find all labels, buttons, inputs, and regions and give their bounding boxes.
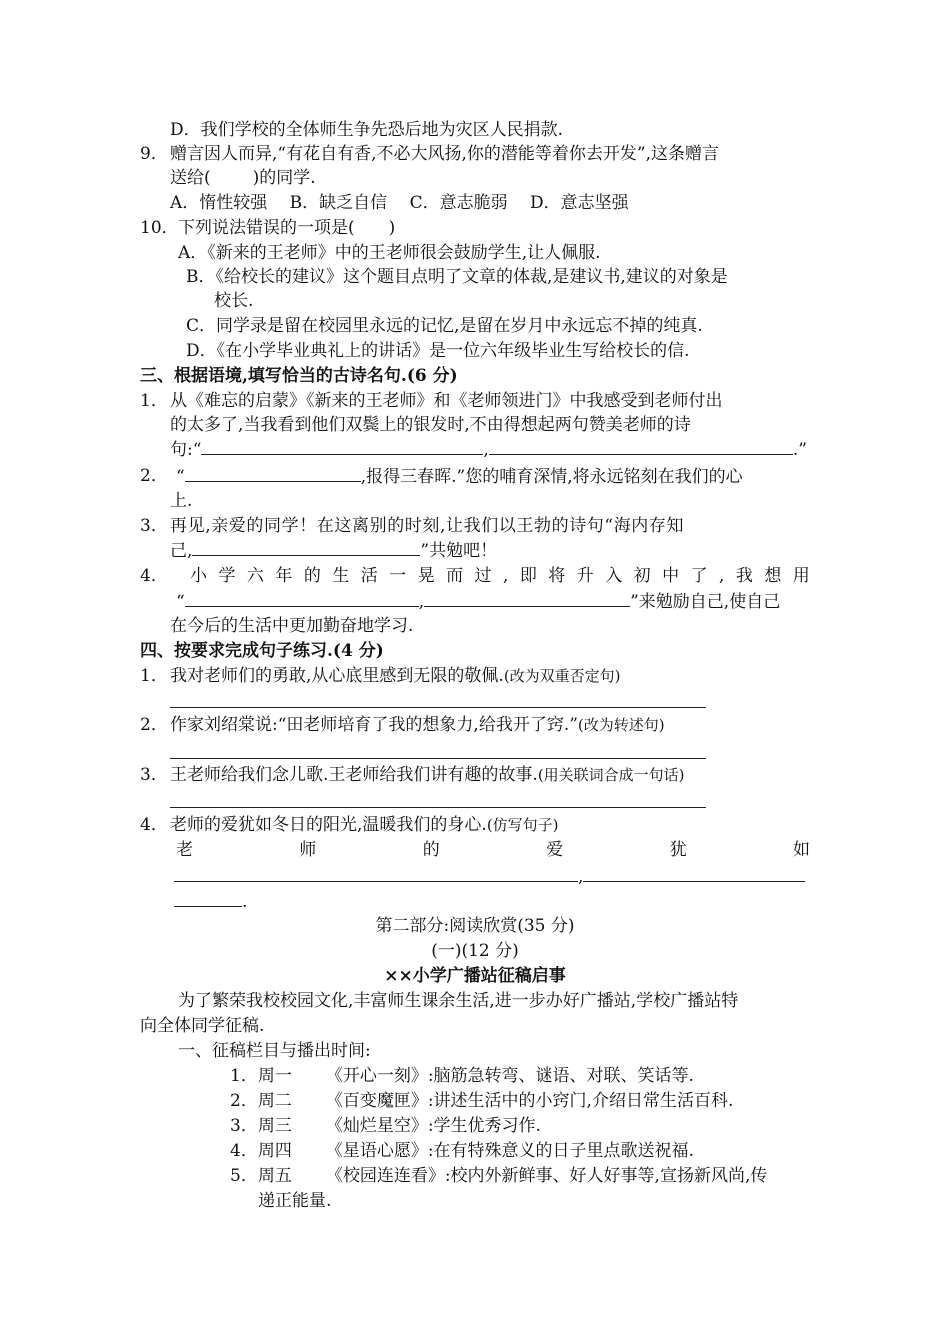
column-item-number: 1． (230, 1066, 258, 1086)
s3-q1-line1: 从《难忘的启蒙》《新来的王老师》和《老师领进门》中我感受到老师付出 (170, 391, 723, 411)
s4-q4-answer-line2: . (174, 889, 247, 913)
q9-stem-line1: 赠言因人而异,“有花自有香,不必大风扬,你的潜能等着你去开发”,这条赠言 (170, 144, 719, 164)
s3-q4-line1-char: 想 (764, 566, 782, 586)
s3-q1-line2: 的太多了,当我看到他们双鬓上的银发时,不由得想起两句赞美老师的诗 (170, 415, 691, 435)
notice-section1: 一、征稿栏目与播出时间: (178, 1041, 371, 1061)
s4-q4-word-char: 老 (176, 840, 193, 860)
q9-number: 9． (140, 144, 168, 164)
s3-q1-number: 1． (140, 391, 168, 411)
q10-option-c: C．同学录是留在校园里永远的记忆,是留在岁月中永远忘不掉的纯真. (186, 316, 703, 336)
s3-q4-line1-char: 了 (690, 566, 708, 586)
column-item-number: 2． (230, 1091, 258, 1111)
s3-q4-blank2[interactable] (424, 589, 630, 607)
section3-title: 三、根据语境,填写恰当的古诗名句.(6 分) (140, 366, 458, 386)
s3-q3-number: 3． (140, 516, 168, 536)
q10-number: 10． (140, 218, 179, 238)
s4-q4-number: 4． (140, 815, 168, 835)
s3-q4-line1-char: , (502, 566, 509, 586)
notice-para1-line1: 为了繁荣我校校园文化,丰富师生课余生活,进一步办好广播站,学校广播站特 (178, 991, 739, 1011)
s3-q2-blank[interactable] (185, 464, 361, 482)
s3-q4-line1-char: 将 (548, 566, 566, 586)
s3-q4-line3: 在今后的生活中更加勤奋地学习. (170, 616, 414, 636)
q10-option-a: A．《新来的王老师》中的王老师很会鼓励学生,让人佩服. (178, 243, 601, 263)
s4-q4-text: 老师的爱犹如冬日的阳光,温暖我们的身心.(仿写句子) (170, 815, 559, 835)
section4-title: 四、按要求完成句子练习.(4 分) (140, 641, 384, 661)
s3-q3-line1: 再见,亲爱的同学！在这离别的时刻,让我们以王勃的诗句“海内存知 (170, 516, 685, 536)
s3-q4-line1-char: 小 (190, 566, 207, 586)
column-item (230, 1164, 767, 1188)
s4-q2-number: 2． (140, 715, 168, 735)
s4-q4-prompt-words (176, 838, 810, 862)
s3-q4-line1-char: 我 (735, 566, 753, 586)
s4-q4-word-char: 爱 (546, 840, 564, 860)
s3-q2-number: 2． (140, 466, 168, 486)
s3-q4-blank1[interactable] (185, 589, 419, 607)
q10-option-b-line2: 校长. (214, 291, 254, 311)
s3-q4-line1-char: , (719, 566, 725, 586)
column-item-day: 周三 (257, 1116, 292, 1136)
notice-heading: ××小学广播站征稿启事 (384, 966, 566, 986)
s4-q1-text: 我对老师们的勇敢,从心底里感到无限的敬佩.(改为双重否定句) (170, 666, 621, 686)
s4-q3-number: 3． (140, 765, 168, 785)
s3-q3-line2: 己, ”共勉吧！ (170, 538, 497, 562)
s3-q2-line1: “ ,报得三春晖.”您的哺育深情,将永远铭刻在我们的心 (176, 464, 743, 488)
column-item-day: 周二 (257, 1091, 292, 1111)
s4-q4-word-char: 的 (422, 840, 440, 860)
column-item (230, 1139, 694, 1163)
s3-q3-blank[interactable] (192, 538, 420, 556)
s3-q1-blank2[interactable] (489, 437, 793, 455)
s4-q1-answer-line[interactable] (170, 707, 706, 708)
s3-q4-line1-char: 六 (246, 566, 264, 586)
s3-q4-line1-char: 的 (303, 566, 321, 586)
column-item-text: 《百变魔匣》:讲述生活中的小窍门,介绍日常生活百科. (325, 1091, 734, 1111)
s4-q2-answer-line[interactable] (170, 758, 706, 759)
q8-option-d: D．我们学校的全体师生争先恐后地为灾区人民捐款. (170, 120, 564, 140)
s4-q4-word-char: 如 (792, 840, 810, 860)
column-item (230, 1114, 541, 1138)
column-item-number: 3． (230, 1116, 258, 1136)
column-item5-line2: 递正能量. (258, 1191, 332, 1211)
s3-q4-line1-char: 初 (633, 566, 651, 586)
s4-q4-blank3[interactable] (174, 889, 242, 907)
s4-q3-answer-line[interactable] (170, 807, 706, 808)
q10-option-b-line1: B．《给校长的建议》这个题目点明了文章的体裁,是建议书,建议的对象是 (186, 267, 728, 287)
s3-q1-blank1[interactable] (201, 437, 483, 455)
s3-q4-line1-char: 学 (218, 566, 236, 586)
s3-q4-line1-char: 过 (474, 566, 492, 586)
s4-q3-text: 王老师给我们念儿歌.王老师给我们讲有趣的故事.(用关联词合成一句话) (170, 765, 685, 785)
s3-q4-line1-char: 升 (576, 566, 594, 586)
s3-q2-line2: 上. (170, 491, 193, 511)
column-item-text: 《星语心愿》:在有特殊意义的日子里点歌送祝福. (325, 1141, 694, 1161)
s4-q1-number: 1． (140, 666, 168, 686)
q9-options: A．惰性较强 B．缺乏自信 C．意志脆弱 D．意志坚强 (170, 193, 629, 213)
s3-q4-line1-char: 活 (360, 566, 378, 586)
s3-q4-line1-char: 即 (519, 566, 537, 586)
column-item-number: 4． (230, 1141, 258, 1161)
s4-q2-text: 作家刘绍棠说:“田老师培育了我的想象力,给我开了窍.”(改为转述句) (170, 715, 665, 735)
s3-q4-line1 (190, 564, 810, 588)
s4-q4-word-char: 犹 (669, 840, 687, 860)
s3-q4-line1-char: 生 (332, 566, 350, 586)
q10-option-d: D．《在小学毕业典礼上的讲话》是一位六年级毕业生写给校长的信. (186, 341, 690, 361)
column-item (230, 1064, 694, 1088)
part2-title: 第二部分:阅读欣赏(35 分) (375, 916, 575, 936)
s3-q4-line1-char: 一 (389, 566, 407, 586)
column-item-day: 周四 (257, 1141, 292, 1161)
s3-q1-line3: 句:“ , .” (170, 437, 807, 461)
column-item-text: 《灿烂星空》:学生优秀习作. (325, 1116, 541, 1136)
column-item-text: 《校园连连看》:校内外新鲜事、好人好事等,宣扬新风尚,传 (325, 1166, 768, 1186)
s4-q4-word-char: 师 (299, 840, 317, 860)
s4-q4-answer-line1: , (174, 864, 805, 888)
column-item-text: 《开心一刻》:脑筋急转弯、谜语、对联、笑话等. (325, 1066, 694, 1086)
q10-stem: 下列说法错误的一项是( ) (178, 218, 396, 238)
s3-q4-line2: “ , ”来勉励自己,使自己 (176, 589, 780, 613)
s3-q4-line1-char: 而 (446, 566, 464, 586)
q9-stem-line2: 送给( )的同学. (170, 168, 316, 188)
column-item-day: 周一 (257, 1066, 292, 1086)
s3-q4-line1-char: 用 (792, 566, 810, 586)
s3-q4-line1-char: 晃 (417, 566, 435, 586)
s3-q4-line1-char: 年 (275, 566, 293, 586)
notice-para1-line2: 向全体同学征稿. (140, 1016, 265, 1036)
column-item-number: 5． (230, 1166, 258, 1186)
column-item-day: 周五 (257, 1166, 292, 1186)
column-item (230, 1089, 733, 1113)
s3-q4-line1-char: 中 (662, 566, 680, 586)
s4-q4-blank2[interactable] (583, 864, 805, 882)
part2-subtitle: (一)(12 分) (431, 941, 519, 961)
s4-q4-blank1[interactable] (174, 864, 578, 882)
s3-q4-line1-char: 入 (605, 566, 623, 586)
s3-q4-number: 4． (140, 566, 168, 586)
